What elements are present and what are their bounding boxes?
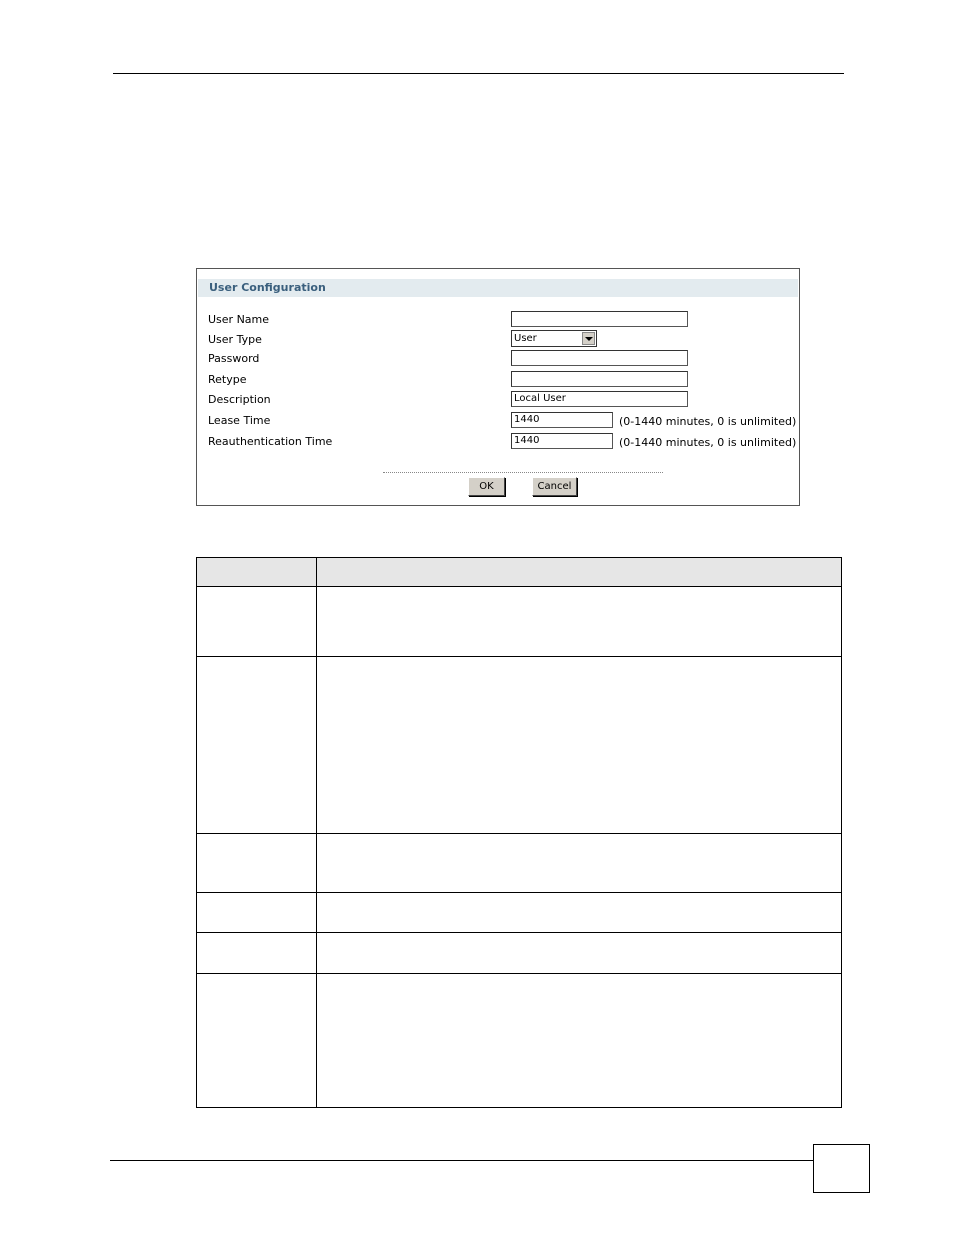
panel-header: [198, 279, 798, 297]
description-input[interactable]: Local User: [511, 391, 688, 407]
password-label: Password: [208, 352, 260, 365]
cancel-button[interactable]: Cancel: [532, 477, 577, 496]
table-row-divider: [197, 973, 841, 974]
field-description-table: [196, 557, 842, 1108]
user-type-value: User: [514, 333, 537, 344]
retype-input[interactable]: [511, 371, 688, 387]
user-name-label: User Name: [208, 313, 270, 326]
reauth-time-input[interactable]: 1440: [511, 433, 613, 449]
page-number-box: [813, 1144, 870, 1193]
lease-time-label: Lease Time: [208, 414, 271, 427]
table-row-divider: [197, 656, 841, 657]
button-divider: [383, 472, 663, 473]
retype-label: Retype: [208, 373, 247, 386]
panel-title: User Configuration: [209, 281, 326, 294]
lease-time-hint: (0-1440 minutes, 0 is unlimited): [619, 415, 797, 428]
ok-button[interactable]: OK: [468, 477, 505, 496]
user-configuration-panel: [196, 268, 800, 506]
chevron-down-icon[interactable]: [582, 332, 595, 345]
reauth-time-hint: (0-1440 minutes, 0 is unlimited): [619, 436, 797, 449]
user-type-select[interactable]: [511, 330, 597, 347]
reauth-time-label: Reauthentication Time: [208, 435, 333, 448]
lease-time-input[interactable]: 1440: [511, 412, 613, 428]
table-header-row: [197, 558, 841, 587]
footer-rule: [110, 1160, 814, 1161]
user-type-label: User Type: [208, 333, 262, 346]
table-row-divider: [197, 932, 841, 933]
description-label: Description: [208, 393, 271, 406]
table-row-divider: [197, 833, 841, 834]
password-input[interactable]: [511, 350, 688, 366]
user-name-input[interactable]: [511, 311, 688, 327]
table-row-divider: [197, 892, 841, 893]
header-rule: [113, 73, 844, 74]
